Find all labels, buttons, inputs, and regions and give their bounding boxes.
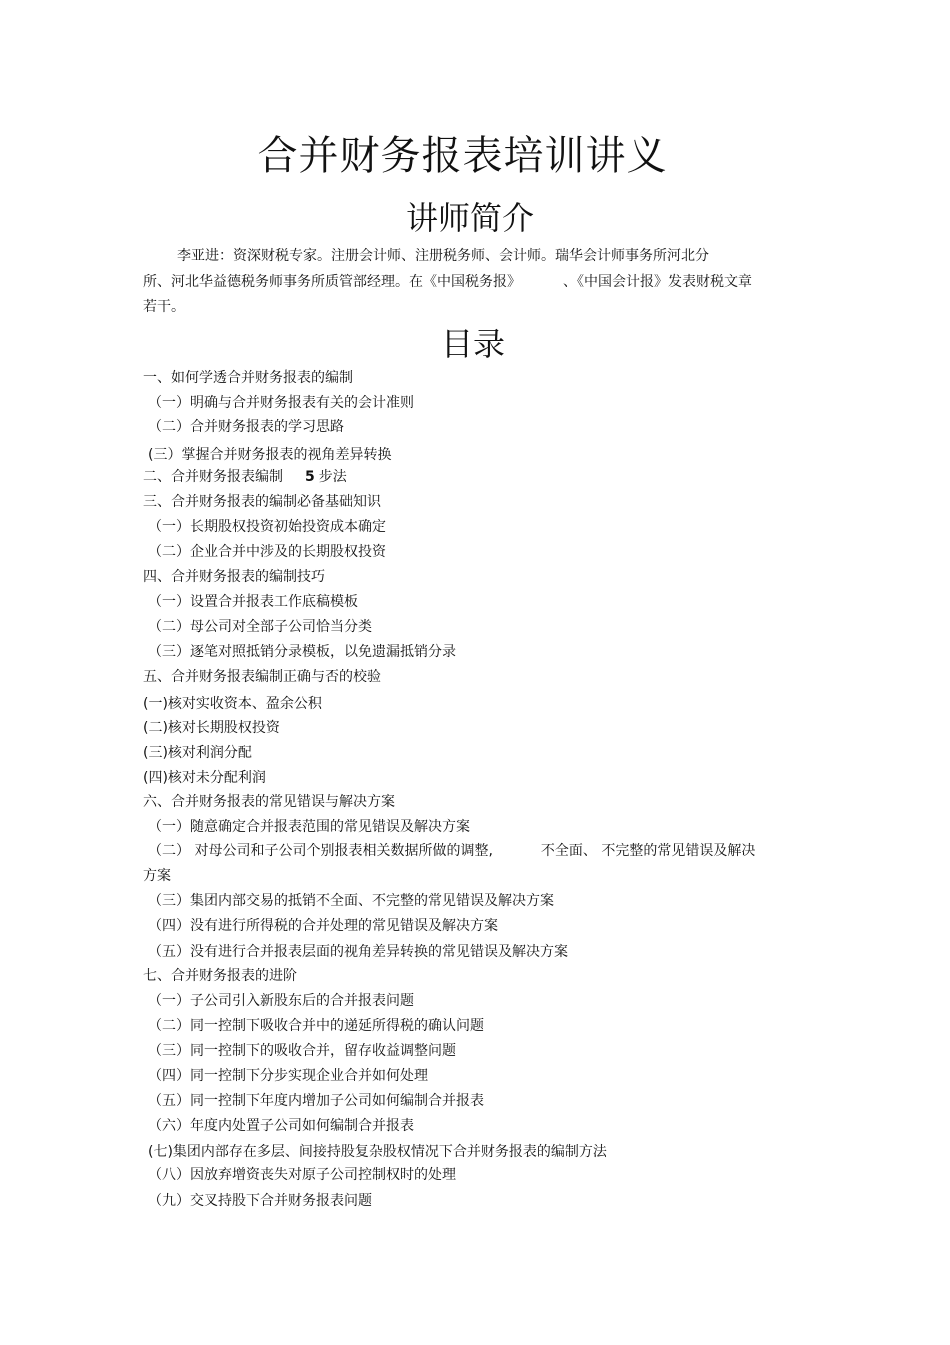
toc-item: （一）明确与合并财务报表有关的会计准则 <box>148 395 414 411</box>
toc-item <box>143 467 347 487</box>
intro-line-2 <box>143 270 803 296</box>
intro-line-1: 李亚进：资深财税专家。注册会计师、注册税务师、会计师。瑞华会计师事务所河北分 <box>177 248 709 264</box>
toc-item: （一）设置合并报表工作底稿模板 <box>148 594 358 610</box>
toc-item: (三)核对利润分配 <box>143 745 252 761</box>
toc-item: （二）合并财务报表的学习思路 <box>148 419 344 435</box>
toc-item-text: （二） 对母公司和子公司个别报表相关数据所做的调整, <box>148 843 493 859</box>
toc-item: （九）交叉持股下合并财务报表问题 <box>148 1193 372 1209</box>
toc-item: 三、合并财务报表的编制必备基础知识 <box>143 494 381 510</box>
toc-item: （三）逐笔对照抵销分录模板，以免遗漏抵销分录 <box>148 644 456 660</box>
toc-item: (三）掌握合并财务报表的视角差异转换 <box>148 447 392 463</box>
toc-item: （四）同一控制下分步实现企业合并如何处理 <box>148 1068 428 1084</box>
toc-item: (一)核对实收资本、盈余公积 <box>143 696 322 712</box>
instructor-heading: 讲师简介 <box>405 199 534 237</box>
toc-item: 七、合并财务报表的进阶 <box>143 968 297 984</box>
toc-item: （八）因放弃增资丧失对原子公司控制权时的处理 <box>148 1167 456 1183</box>
instructor-intro <box>143 244 803 321</box>
toc-item: （三）同一控制下的吸收合并，留存收益调整问题 <box>148 1043 456 1059</box>
toc-item-text: 步法 <box>318 469 347 485</box>
toc-item: (二)核对长期股权投资 <box>143 720 280 736</box>
toc-item: 五、合并财务报表编制正确与否的校验 <box>143 669 381 685</box>
intro-line-2a: 所、河北华益德税务师事务所质管部经理。在《中国税务报》 <box>143 273 521 290</box>
toc-item-text: 不全面、 不完整的常见错误及解决 <box>540 843 756 859</box>
toc-item: 一、如何学透合并财务报表的编制 <box>143 370 353 386</box>
toc-item: 四、合并财务报表的编制技巧 <box>143 569 325 585</box>
toc-item: （二）同一控制下吸收合并中的递延所得税的确认问题 <box>148 1018 484 1034</box>
toc-item-number: 5 <box>305 469 315 485</box>
toc-item: （一）长期股权投资初始投资成本确定 <box>148 519 386 535</box>
toc-item: （一）随意确定合并报表范围的常见错误及解决方案 <box>148 819 470 835</box>
toc-item: （二）企业合并中涉及的长期股权投资 <box>148 544 386 560</box>
toc-item-text: 二、合并财务报表编制 <box>143 469 283 485</box>
toc-item: 六、合并财务报表的常见错误与解决方案 <box>143 794 395 810</box>
toc-item: （一）子公司引入新股东后的合并报表问题 <box>148 993 414 1009</box>
toc-item <box>143 839 798 889</box>
toc-item: (四)核对未分配利润 <box>143 770 266 786</box>
document-title: 合并财务报表培训讲义 <box>257 133 668 179</box>
toc-item: （三）集团内部交易的抵销不全面、不完整的常见错误及解决方案 <box>148 893 554 909</box>
intro-line-2b: 、《中国会计报》发表财税文章 <box>563 273 752 290</box>
toc-item: （二）母公司对全部子公司恰当分类 <box>148 619 372 635</box>
toc-item: （六）年度内处置子公司如何编制合并报表 <box>148 1118 414 1134</box>
toc-item-text: 方案 <box>143 868 171 884</box>
intro-line-3: 若干。 <box>143 299 185 315</box>
toc-item: （五）没有进行合并报表层面的视角差异转换的常见错误及解决方案 <box>148 944 568 960</box>
toc-item: （四）没有进行所得税的合并处理的常见错误及解决方案 <box>148 918 498 934</box>
toc-item: （五）同一控制下年度内增加子公司如何编制合并报表 <box>148 1093 484 1109</box>
toc-heading: 目录 <box>440 325 505 363</box>
toc-item: (七)集团内部存在多层、间接持股复杂股权情况下合并财务报表的编制方法 <box>148 1144 607 1160</box>
